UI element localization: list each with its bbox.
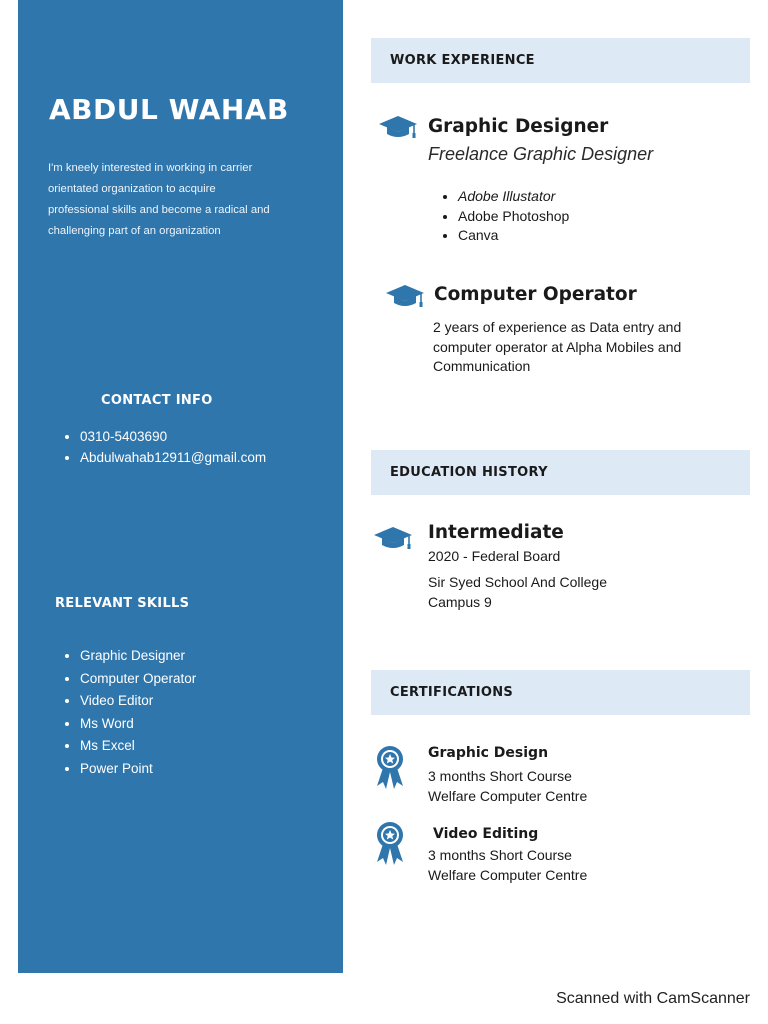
skill-item: • Computer Operator — [80, 668, 196, 691]
graduation-cap-icon — [378, 114, 418, 140]
job-title: Computer Operator — [434, 284, 637, 305]
candidate-name: ABDUL WAHAB — [49, 93, 289, 126]
education-year: 2020 - Federal Board — [428, 548, 561, 564]
contact-phone: • 0310-5403690 — [80, 426, 266, 447]
graduation-cap-icon — [385, 283, 425, 309]
skill-item: • Ms Excel — [80, 735, 196, 758]
contact-list — [58, 426, 266, 468]
contact-email: • Abdulwahab12911@gmail.com — [80, 447, 266, 468]
education-heading: EDUCATION HISTORY — [390, 465, 548, 480]
contact-heading: CONTACT INFO — [101, 393, 213, 408]
job-subtitle: Freelance Graphic Designer — [428, 144, 654, 164]
education-bar — [371, 450, 750, 495]
work-experience-heading: WORK EXPERIENCE — [390, 53, 535, 68]
job-description — [433, 318, 681, 377]
cert-details — [428, 846, 587, 885]
work-experience-bar — [371, 38, 750, 83]
certifications-heading: CERTIFICATIONS — [390, 685, 514, 700]
school-line: Sir Syed School And College — [428, 574, 607, 590]
cert-title: Graphic Design — [428, 745, 549, 761]
job-description-line: Communication — [433, 358, 531, 374]
summary-text: I'm kneely interested in working in carrier orientated organization to acquire professional skills and become a radical and challenging part of an organization — [48, 162, 270, 237]
award-ribbon-icon — [373, 820, 407, 866]
certifications-bar — [371, 670, 750, 715]
sidebar — [18, 0, 343, 973]
cert-details — [428, 767, 587, 806]
cert-title: Video Editing — [433, 826, 539, 842]
cert-duration: 3 months Short Course — [428, 768, 572, 784]
skill-item: • Graphic Designer — [80, 645, 196, 668]
cert-place: Welfare Computer Centre — [428, 866, 588, 883]
job-tools-list — [440, 187, 569, 246]
job-title: Graphic Designer — [428, 116, 609, 137]
skill-item: • Ms Word — [80, 713, 196, 736]
job-description-line: computer operator at Alpha Mobiles and — [433, 338, 682, 355]
skills-heading: RELEVANT SKILLS — [55, 596, 190, 611]
job-description-line: 2 years of experience as Data entry and — [433, 319, 682, 335]
cert-place: Welfare Computer Centre — [428, 787, 588, 804]
skills-list — [58, 645, 196, 780]
graduation-cap-icon — [373, 525, 413, 551]
scanner-watermark: Scanned with CamScanner — [556, 990, 750, 1007]
skill-item: • Video Editor — [80, 690, 196, 713]
school-line: Campus 9 — [428, 593, 492, 610]
tool-item: • Adobe Illustator — [458, 187, 569, 207]
award-ribbon-icon — [373, 744, 407, 790]
skill-item: • Power Point — [80, 758, 196, 781]
tool-item: • Canva — [458, 226, 569, 246]
cert-duration: 3 months Short Course — [428, 847, 572, 863]
education-title: Intermediate — [428, 522, 564, 543]
tool-item: • Adobe Photoshop — [458, 207, 569, 227]
education-school — [428, 573, 607, 612]
